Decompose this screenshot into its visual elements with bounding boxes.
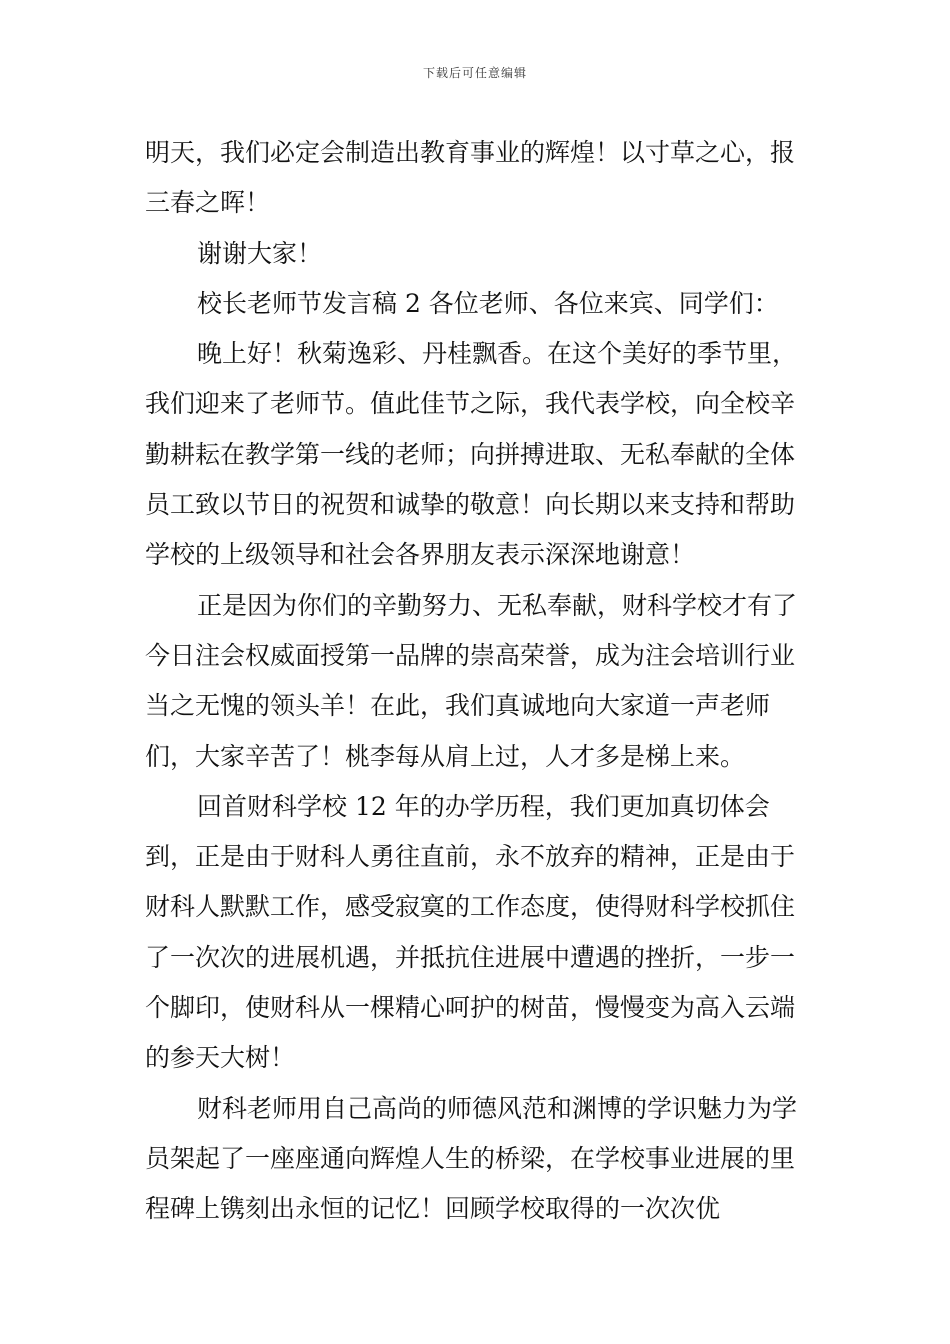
paragraph-4: 晚上好！秋菊逸彩、丹桂飘香。在这个美好的季节里，我们迎来了老师节。值此佳节之际，我代表学校，向全校辛勤耕耘在教学第一线的老师；向拼搏进取、无私奉献的全体员工致以节日的祝贺和诚挚的敬意！向长期以来支持和帮助学校的上级领导和社会各界朋友表示深深地谢意！ (145, 339, 798, 570)
paragraph-7: 财科老师用自己高尚的师德风范和渊博的学识魅力为学员架起了一座座通向辉煌人生的桥梁，在学校事业进展的里程碑上镌刻出永恒的记忆！回顾学校取得的一次次优 (145, 1093, 798, 1224)
page-header: 下载后可任意编辑 (422, 66, 527, 80)
paragraph-6: 回首财科学校 12 年的办学历程，我们更加真切体会到，正是由于财科人勇往直前，永不放弃的精神，正是由于财科人默默工作，感受寂寞的工作态度，使得财科学校抓住了一次次的进展机遇，并抵抗住进展中遭遇的挫折，一步一个脚印，使财科从一棵精心呵护的树苗，慢慢变为高入云端的参天大树！ (145, 791, 796, 1073)
paragraph-2: 谢谢大家！ (197, 238, 323, 268)
document-body (145, 128, 815, 1235)
paragraph-1: 明天，我们必定会制造出教育事业的辉煌！以寸草之心，报三春之晖！ (145, 138, 796, 218)
paragraph-3: 校长老师节发言稿 2 各位老师、各位来宾、同学们： (197, 288, 779, 318)
paragraph-5: 正是因为你们的辛勤努力、无私奉献，财科学校才有了今日注会权威面授第一品牌的崇高荣誉，成为注会培训行业当之无愧的领头羊！在此，我们真诚地向大家道一声老师们，大家辛苦了！桃李每从肩上过，人才多是梯上来。 (145, 590, 798, 771)
